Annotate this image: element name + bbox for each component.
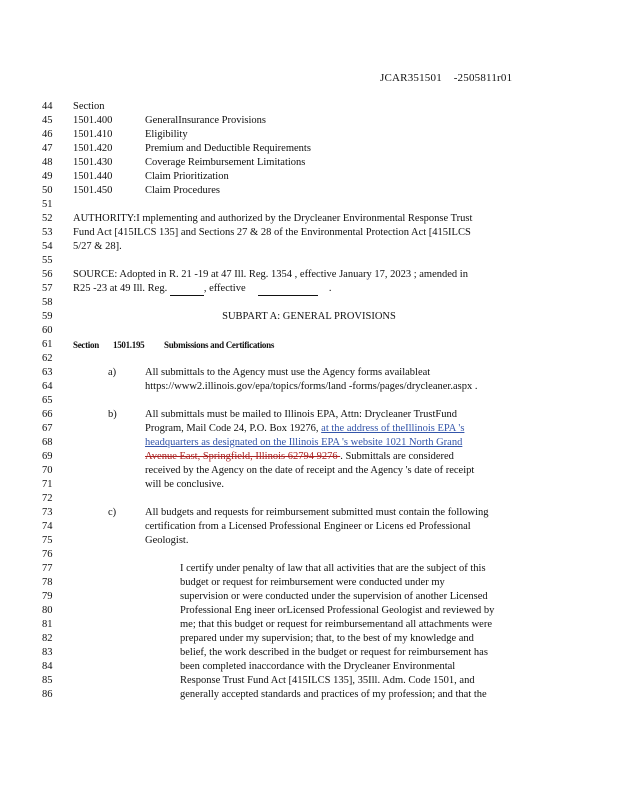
certification-line: belief, the work described in the budget or request for reimbursement has bbox=[180, 647, 488, 658]
line-number: 70 bbox=[42, 465, 53, 476]
line-number: 68 bbox=[42, 437, 53, 448]
para-b-line-5: received by the Agency on the date of receipt and the Agency 's date of receipt bbox=[145, 465, 475, 476]
inserted-text-continued: headquarters as designated on the Illinois EPA 's website 1021 North Grand bbox=[145, 437, 463, 448]
line-number: 55 bbox=[42, 255, 53, 266]
para-b-line-6: will be conclusive. bbox=[145, 479, 225, 490]
para-b-line-4 bbox=[145, 450, 454, 464]
line-number: 57 bbox=[42, 283, 53, 294]
line-number: 72 bbox=[42, 493, 53, 504]
toc-section-number: 1501.410 bbox=[73, 129, 113, 140]
line-number: 82 bbox=[42, 633, 53, 644]
deleted-text: Avenue East, Springfield, Illinois 62794 9276 bbox=[145, 451, 341, 462]
line-number: 81 bbox=[42, 619, 53, 630]
line-number: 53 bbox=[42, 227, 53, 238]
line-number: 45 bbox=[42, 115, 53, 126]
para-a-line-1: All submittals to the Agency must use the Agency forms availableat bbox=[145, 367, 431, 378]
para-b-line-1: All submittals must be mailed to Illinois EPA, Attn: Drycleaner TrustFund bbox=[145, 409, 457, 420]
line-number: 58 bbox=[42, 297, 53, 308]
toc-section-number: 1501.430 bbox=[73, 157, 113, 168]
section-label: Section bbox=[73, 340, 99, 350]
line-number: 64 bbox=[42, 381, 53, 392]
authority-line-1: AUTHORITY:I mplementing and authorized by the Drycleaner Environmental Response Trust bbox=[73, 213, 473, 224]
para-c-line-2: certification from a Licensed Professional Engineer or Licens ed Professional bbox=[145, 521, 471, 532]
line-number: 78 bbox=[42, 577, 53, 588]
line-number: 54 bbox=[42, 241, 53, 252]
certification-line: I certify under penalty of law that all activities that are the subject of this bbox=[180, 563, 486, 574]
line-number: 83 bbox=[42, 647, 53, 658]
line-number: 59 bbox=[42, 311, 53, 322]
para-b-program-text: Program, Mail Code 24, P.O. Box 19276, bbox=[145, 423, 322, 434]
line-number: 79 bbox=[42, 591, 53, 602]
section-title: Submissions and Certifications bbox=[164, 340, 275, 350]
line-number: 48 bbox=[42, 157, 53, 168]
para-a-line-2: https://www2.illinois.gov/epa/topics/forms/land -forms/pages/drycleaner.aspx . bbox=[145, 381, 478, 392]
certification-line: prepared under my supervision; that, to the best of my knowledge and bbox=[180, 633, 474, 644]
line-number: 50 bbox=[42, 185, 53, 196]
effective-date-blank bbox=[258, 284, 318, 296]
line-number: 86 bbox=[42, 689, 53, 700]
toc-section-title: Claim Prioritization bbox=[145, 171, 229, 182]
toc-section-title: Premium and Deductible Requirements bbox=[145, 143, 311, 154]
certification-line: me; that this budget or request for reimbursementand all attachments were bbox=[180, 619, 492, 630]
line-number: 47 bbox=[42, 143, 53, 154]
line-number: 67 bbox=[42, 423, 53, 434]
line-number: 71 bbox=[42, 479, 53, 490]
para-c-marker: c) bbox=[108, 507, 117, 518]
line-number: 46 bbox=[42, 129, 53, 140]
para-b-line-3 bbox=[145, 436, 462, 450]
line-number: 63 bbox=[42, 367, 53, 378]
para-b-line-2 bbox=[145, 422, 464, 436]
line-number: 51 bbox=[42, 199, 53, 210]
source-period: . bbox=[328, 283, 332, 294]
line-number: 80 bbox=[42, 605, 53, 616]
toc-heading: Section bbox=[73, 101, 105, 112]
authority-line-3: 5/27 & 28]. bbox=[73, 241, 122, 252]
source-line-1: SOURCE: Adopted in R. 21 -19 at 47 Ill. Reg. 1354 , effective January 17, 2023 ; amended in bbox=[73, 269, 468, 280]
certification-line: generally accepted standards and practices of my profession; and that the bbox=[180, 689, 487, 700]
para-b-submittals-text: . Submittals are considered bbox=[340, 451, 454, 462]
subpart-heading: SUBPART A: GENERAL PROVISIONS bbox=[222, 311, 396, 322]
line-number: 52 bbox=[42, 213, 53, 224]
certification-line: Professional Eng ineer orLicensed Professional Geologist and reviewed by bbox=[180, 605, 495, 616]
section-number: 1501.195 bbox=[113, 340, 145, 350]
toc-section-title: GeneralInsurance Provisions bbox=[145, 115, 267, 126]
authority-line-2: Fund Act [415ILCS 135] and Sections 27 & 28 of the Environmental Protection Act [415ILCS bbox=[73, 227, 471, 238]
line-number: 84 bbox=[42, 661, 53, 672]
certification-line: budget or request for reimbursement were conducted under my bbox=[180, 577, 445, 588]
line-number: 49 bbox=[42, 171, 53, 182]
toc-section-title: Coverage Reimbursement Limitations bbox=[145, 157, 306, 168]
line-number: 44 bbox=[42, 101, 53, 112]
reg-page-blank bbox=[170, 284, 204, 296]
certification-line: Response Trust Fund Act [415ILCS 135], 35Ill. Adm. Code 1501, and bbox=[180, 675, 475, 686]
para-c-line-3: Geologist. bbox=[145, 535, 189, 546]
line-number: 76 bbox=[42, 549, 53, 560]
inserted-text: at the address of theIllinois EPA 's bbox=[321, 423, 465, 434]
certification-line: supervision or were conducted under the supervision of another Licensed bbox=[180, 591, 488, 602]
line-number: 73 bbox=[42, 507, 53, 518]
source-reg-text: R25 -23 at 49 Ill. Reg. bbox=[73, 283, 168, 294]
source-line-2 bbox=[73, 282, 331, 296]
toc-section-title: Claim Procedures bbox=[145, 185, 220, 196]
para-a-marker: a) bbox=[108, 367, 117, 378]
toc-section-number: 1501.440 bbox=[73, 171, 113, 182]
line-number: 61 bbox=[42, 339, 53, 350]
toc-section-number: 1501.420 bbox=[73, 143, 113, 154]
source-effective-text: , effective bbox=[203, 283, 246, 294]
line-number: 60 bbox=[42, 325, 53, 336]
line-number: 77 bbox=[42, 563, 53, 574]
toc-section-number: 1501.450 bbox=[73, 185, 113, 196]
line-number: 75 bbox=[42, 535, 53, 546]
line-number: 74 bbox=[42, 521, 53, 532]
line-number: 85 bbox=[42, 675, 53, 686]
para-c-line-1: All budgets and requests for reimbursement submitted must contain the following bbox=[145, 507, 489, 518]
document-id: JCAR351501 -2505811r01 bbox=[380, 72, 513, 84]
toc-section-number: 1501.400 bbox=[73, 115, 113, 126]
line-number: 66 bbox=[42, 409, 53, 420]
para-b-marker: b) bbox=[108, 409, 117, 420]
line-number: 65 bbox=[42, 395, 53, 406]
line-number: 69 bbox=[42, 451, 53, 462]
toc-section-title: Eligibility bbox=[145, 129, 188, 140]
certification-line: been completed inaccordance with the Drycleaner Environmental bbox=[180, 661, 456, 672]
line-number: 56 bbox=[42, 269, 53, 280]
line-number: 62 bbox=[42, 353, 53, 364]
